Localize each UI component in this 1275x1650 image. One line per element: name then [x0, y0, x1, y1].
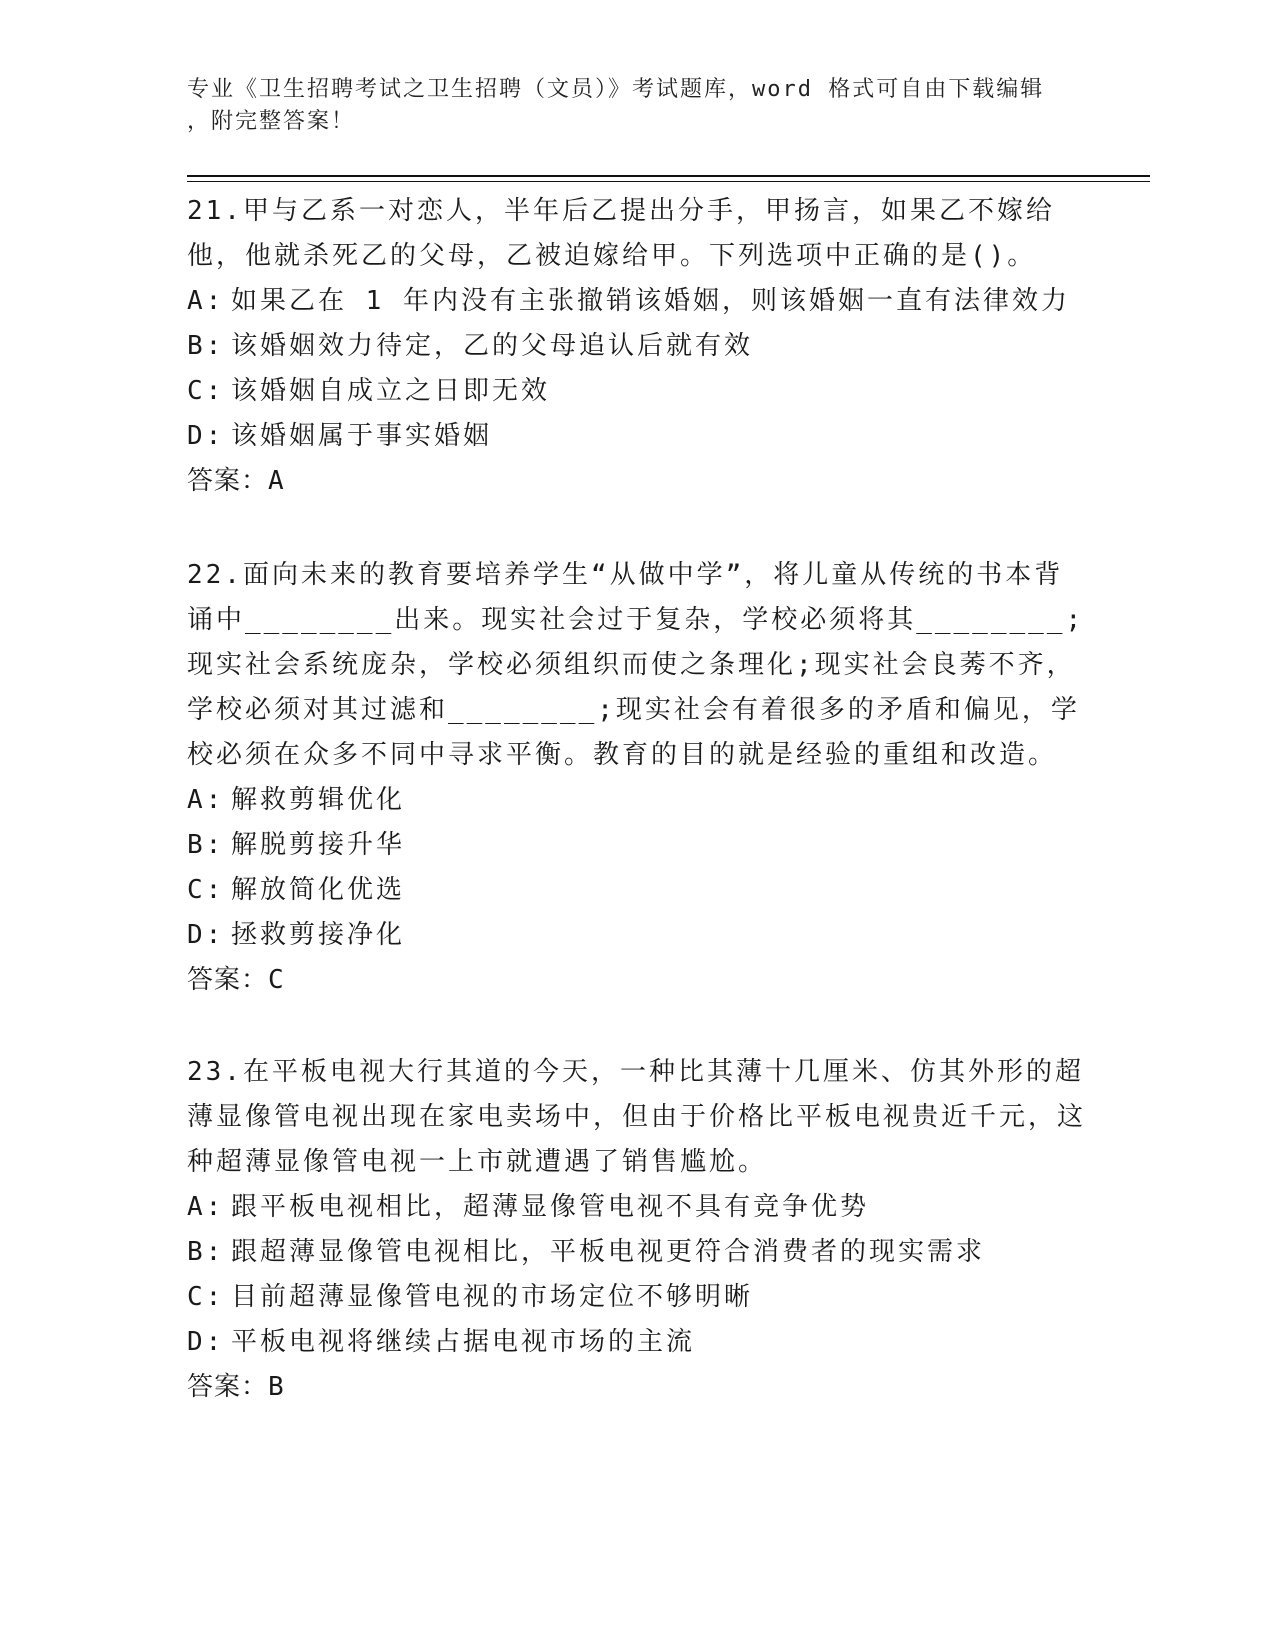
- option-key: A:: [187, 1192, 225, 1222]
- option-d: [187, 1320, 1087, 1365]
- header-line-2: ，附完整答案！: [187, 109, 356, 134]
- answer-label: 答案：: [187, 466, 269, 496]
- option-key: D:: [187, 421, 225, 451]
- option-text: 平板电视将继续占据电视市场的主流: [231, 1327, 696, 1357]
- header-divider-thick: [187, 175, 1150, 177]
- option-text: 跟超薄显像管电视相比，平板电视更符合消费者的现实需求: [231, 1237, 986, 1267]
- answer-value: B: [268, 1372, 287, 1402]
- header-divider-thin: [187, 181, 1150, 182]
- answer-line: [187, 459, 1087, 504]
- answer-label: 答案：: [187, 965, 269, 995]
- option-text: 解脱剪接升华: [231, 830, 406, 860]
- answer-label: 答案：: [187, 1372, 269, 1402]
- option-text: 该婚姻效力待定，乙的父母追认后就有效: [231, 331, 754, 361]
- option-key: B:: [187, 830, 225, 860]
- option-key: C:: [187, 875, 225, 905]
- option-c: [187, 369, 1087, 414]
- question-23: [187, 1050, 1087, 1410]
- option-text: 该婚姻属于事实婚姻: [231, 421, 493, 451]
- question-21: [187, 189, 1087, 504]
- option-b: [187, 1230, 1087, 1275]
- option-key: D:: [187, 920, 225, 950]
- option-c: [187, 1275, 1087, 1320]
- option-text: 跟平板电视相比，超薄显像管电视不具有竞争优势: [231, 1192, 870, 1222]
- option-d: [187, 414, 1087, 459]
- option-text: 如果乙在 1 年内没有主张撤销该婚姻，则该婚姻一直有法律效力: [231, 286, 1070, 316]
- option-key: C:: [187, 376, 225, 406]
- question-22: [187, 553, 1087, 1003]
- option-key: D:: [187, 1327, 225, 1357]
- answer-line: [187, 1365, 1087, 1410]
- option-d: [187, 913, 1087, 958]
- answer-value: C: [268, 965, 287, 995]
- option-text: 解放简化优选: [231, 875, 406, 905]
- option-text: 解救剪辑优化: [231, 785, 406, 815]
- option-key: B:: [187, 331, 225, 361]
- option-b: [187, 823, 1087, 868]
- question-stem: 22.面向未来的教育要培养学生“从做中学”，将儿童从传统的书本背诵中________出来。现实社会过于复杂，学校必须将其________;现实社会系统庞杂，学校必须组织而使之条理化;现实社会良莠不齐，学校必须对其过滤和________;现实社会有着很多的矛盾和偏见，学校必须在众多不同中寻求平衡。教育的目的就是经验的重组和改造。: [187, 560, 1085, 770]
- option-key: C:: [187, 1282, 225, 1312]
- page-header: [187, 74, 1067, 138]
- header-line-1: 专业《卫生招聘考试之卫生招聘（文员）》考试题库，word 格式可自由下载编辑: [187, 77, 1045, 102]
- question-stem: 23.在平板电视大行其道的今天，一种比其薄十几厘米、仿其外形的超薄显像管电视出现在家电卖场中，但由于价格比平板电视贵近千元，这种超薄显像管电视一上市就遭遇了销售尴尬。: [187, 1057, 1087, 1177]
- option-a: [187, 279, 1087, 324]
- question-stem: 21.甲与乙系一对恋人，半年后乙提出分手，甲扬言，如果乙不嫁给他，他就杀死乙的父母，乙被迫嫁给甲。下列选项中正确的是()。: [187, 196, 1055, 271]
- answer-line: [187, 958, 1087, 1003]
- option-text: 拯救剪接净化: [231, 920, 406, 950]
- option-text: 该婚姻自成立之日即无效: [231, 376, 551, 406]
- option-text: 目前超薄显像管电视的市场定位不够明晰: [231, 1282, 754, 1312]
- answer-value: A: [268, 466, 287, 496]
- option-key: A:: [187, 785, 225, 815]
- option-a: [187, 778, 1087, 823]
- option-c: [187, 868, 1087, 913]
- option-b: [187, 324, 1087, 369]
- option-key: B:: [187, 1237, 225, 1267]
- option-key: A:: [187, 286, 225, 316]
- option-a: [187, 1185, 1087, 1230]
